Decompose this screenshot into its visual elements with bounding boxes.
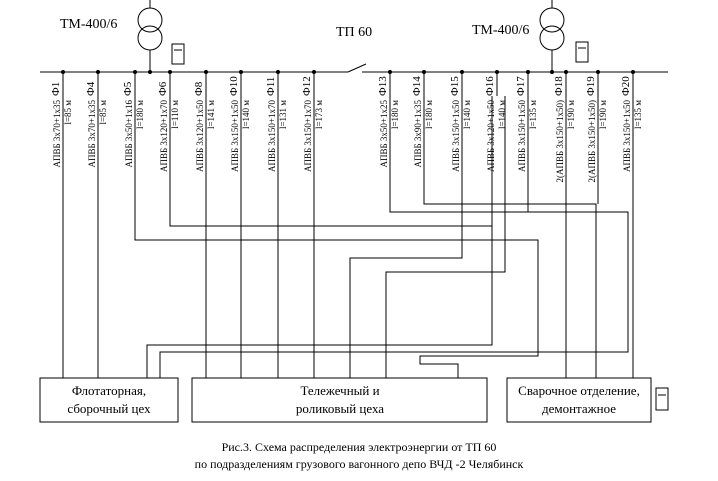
feeder-2 [85, 70, 108, 168]
feeder-cable-label: АПВБ 3х120+1х50 [486, 100, 496, 172]
feeder-cable-label: АПВБ 3х150+1х50 [451, 100, 461, 172]
feeder-4 [157, 70, 180, 172]
feeder-length-label: l=141 м [206, 100, 216, 130]
feeder-id-label: Ф5 [122, 81, 134, 96]
feeder-1 [50, 70, 73, 168]
feeder-id-label: Ф1 [50, 81, 62, 96]
feeder-3 [122, 70, 145, 168]
feeder-id-label: Ф8 [193, 81, 205, 96]
switchgear-cabinet-icon [656, 388, 668, 410]
feeder-8 [301, 70, 324, 172]
substation-label: ТП 60 [336, 25, 373, 40]
feeder-length-label: l=131 м [278, 100, 288, 130]
feeder-cable-label: АПВБ 3х70+1х35 [52, 100, 62, 168]
feeder-id-label: Ф10 [228, 76, 240, 96]
feeder-id-label: Ф19 [585, 76, 597, 96]
switchgear-cabinet-icon [172, 44, 184, 64]
feeder-11 [449, 70, 472, 172]
feeder-id-label: Ф4 [85, 81, 97, 96]
transformer-right-label: ТМ-400/6 [472, 23, 530, 38]
feeder-cable-label: АПВБ 3х50+1х25 [379, 100, 389, 168]
feeder-length-label: l=190 м [598, 100, 608, 130]
switchgear-cabinet-icon [576, 42, 588, 62]
feeder-length-label: l=85 м [63, 100, 73, 125]
feeder-length-label: l=140 м [241, 100, 251, 130]
feeder-5 [193, 70, 216, 172]
feeder-length-label: l=135 м [633, 100, 643, 130]
feeder-15 [585, 70, 608, 183]
feeder-10 [411, 70, 434, 168]
feeder-id-label: Ф11 [265, 76, 277, 96]
feeder-id-label: Ф12 [301, 76, 313, 96]
feeder-length-label: l=140 м [497, 100, 507, 130]
feeder-cable-label: АПВБ 3х150+1х70 [267, 100, 277, 172]
transformer-left [138, 0, 184, 72]
feeder-cable-label: АПВБ 3х150+1х70 [303, 100, 313, 172]
feeder-length-label: l=85 м [98, 100, 108, 125]
sectional-switch [348, 64, 366, 72]
feeder-length-label: l=180 м [424, 100, 434, 130]
feeder-id-label: Ф17 [515, 76, 527, 96]
cable-routes [63, 96, 633, 378]
transformer-left-label: ТМ-400/6 [60, 17, 118, 32]
feeder-7 [265, 70, 288, 172]
feeder-cable-label: АПВБ 3х50+1х16 [124, 100, 134, 168]
feeder-6 [228, 70, 251, 172]
feeder-cable-label: АПВБ 3х150+1х50 [622, 100, 632, 172]
feeder-13 [515, 70, 538, 172]
feeder-14 [553, 70, 576, 183]
feeder-9 [377, 70, 400, 168]
feeder-cable-label: 2(АПВБ 3х150+1х50) [555, 100, 565, 183]
feeder-id-label: Ф6 [157, 81, 169, 96]
consumer-1-line2: сборочный цех [67, 401, 151, 416]
feeder-length-label: l=190 м [566, 100, 576, 130]
feeders-layer [50, 70, 643, 183]
feeder-cable-label: АПВБ 3х120+1х50 [195, 100, 205, 172]
feeder-cable-label: АПВБ 3х150+1х50 [230, 100, 240, 172]
feeder-length-label: l=173 м [314, 100, 324, 130]
consumer-1-line1: Флотаторная, [71, 383, 147, 398]
consumer-2-line1: Тележечный и [300, 383, 380, 398]
feeder-id-label: Ф15 [449, 76, 461, 96]
feeder-length-label: l=180 м [390, 100, 400, 130]
feeder-id-label: Ф14 [411, 76, 423, 96]
feeder-cable-label: АПВБ 3х90+1х35 [413, 100, 423, 168]
feeder-cable-label: 2(АПВБ 3х150+1х50) [587, 100, 597, 183]
figure-caption-line2: по подразделениям грузового вагонного депо ВЧД -2 Челябинск [194, 457, 524, 471]
feeder-cable-label: АПВБ 3х120+1х70 [159, 100, 169, 172]
feeder-cable-label: АПВБ 3х150+1х50 [517, 100, 527, 172]
feeder-id-label: Ф20 [620, 76, 632, 96]
feeder-16 [620, 70, 643, 172]
feeder-cable-label: АПВБ 3х70+1х35 [87, 100, 97, 168]
feeder-length-label: l=180 м [135, 100, 145, 130]
feeder-length-label: l=110 м [170, 100, 180, 129]
feeder-length-label: l=140 м [462, 100, 472, 130]
figure-caption-line1: Рис.3. Схема распределения электроэнергии от ТП 60 [221, 440, 497, 454]
consumer-3-line2: демонтажное [541, 401, 617, 416]
feeder-length-label: l=135 м [528, 100, 538, 130]
consumer-3-line1: Сварочное отделение, [518, 383, 640, 398]
feeder-12 [484, 70, 507, 172]
feeder-id-label: Ф16 [484, 76, 496, 96]
feeder-id-label: Ф13 [377, 76, 389, 96]
transformer-right [540, 0, 588, 72]
feeder-id-label: Ф18 [553, 76, 565, 96]
consumer-2-line2: роликовый цеха [295, 401, 385, 416]
